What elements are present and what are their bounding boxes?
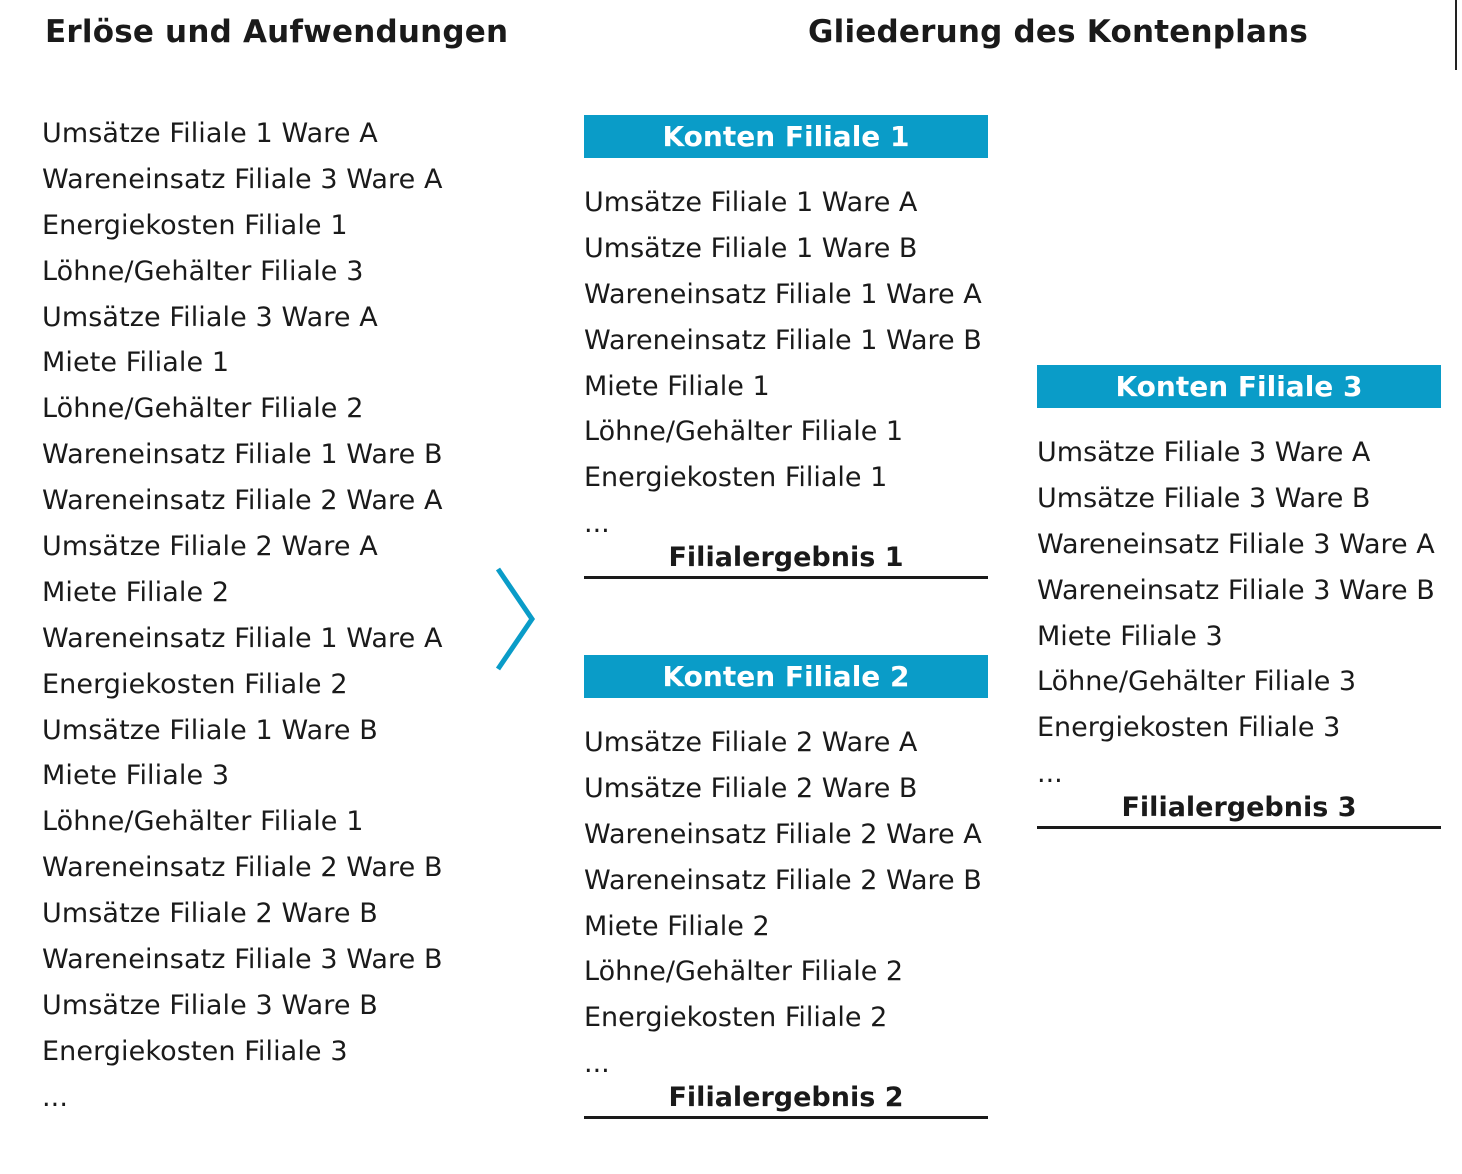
branch-3-accounts [1037,365,1441,829]
list-item: Wareneinsatz Filiale 1 Ware B [42,439,443,471]
list-item: Miete Filiale 3 [1037,620,1223,652]
list-item: Wareneinsatz Filiale 2 Ware B [42,852,443,884]
right-heading: Gliederung des Kontenplans [808,14,1309,50]
list-item: Miete Filiale 2 [584,910,770,942]
list-item: Wareneinsatz Filiale 3 Ware B [42,944,443,976]
list-item: Umsätze Filiale 3 Ware B [1037,482,1371,514]
list-item: Energiekosten Filiale 1 [42,209,348,241]
list-item: Umsätze Filiale 1 Ware B [584,232,918,264]
list-item: Energiekosten Filiale 2 [42,668,348,700]
list-item: Energiekosten Filiale 3 [42,1035,348,1067]
list-item: Wareneinsatz Filiale 2 Ware A [42,485,443,517]
list-item: Energiekosten Filiale 3 [1037,712,1341,744]
list-item: Miete Filiale 1 [42,347,230,379]
list-item: Löhne/Gehälter Filiale 2 [584,956,904,988]
branch-1-title: Konten Filiale 1 [584,115,988,158]
list-item: Wareneinsatz Filiale 1 Ware A [584,278,982,310]
branch-2-title: Konten Filiale 2 [584,655,988,698]
list-item: Löhne/Gehälter Filiale 1 [42,806,364,838]
list-item: Energiekosten Filiale 1 [584,462,888,494]
edge-divider [1455,0,1457,70]
list-item: Umsätze Filiale 1 Ware A [42,118,378,149]
list-item: Wareneinsatz Filiale 3 Ware A [42,163,443,195]
list-item: Umsätze Filiale 1 Ware B [42,714,378,746]
branch-1-list [584,180,988,547]
branch-2-accounts [584,655,988,1119]
list-item-ellipsis: ... [1037,758,1063,790]
list-item: Miete Filiale 3 [42,760,230,792]
list-item-ellipsis: ... [584,1048,610,1080]
list-item: Umsätze Filiale 3 Ware B [42,989,378,1021]
branch-2-result: Filialergebnis 2 [584,1082,988,1119]
list-item: Wareneinsatz Filiale 2 Ware B [584,864,982,896]
branch-1-result: Filialergebnis 1 [584,542,988,579]
list-item: Miete Filiale 1 [584,370,770,402]
list-item: Umsätze Filiale 2 Ware A [584,727,918,758]
list-item: Löhne/Gehälter Filiale 3 [1037,666,1357,698]
list-item: Wareneinsatz Filiale 1 Ware A [42,622,443,654]
list-item: Umsätze Filiale 2 Ware A [42,531,378,563]
left-heading: Erlöse und Aufwendungen [45,14,509,50]
branch-2-list [584,720,988,1087]
list-item: Miete Filiale 2 [42,576,230,608]
unsorted-account-list [42,111,443,1121]
list-item: Umsätze Filiale 3 Ware A [1037,437,1371,468]
list-item: Wareneinsatz Filiale 1 Ware B [584,324,982,356]
list-item: Umsätze Filiale 2 Ware B [584,772,918,804]
list-item: Wareneinsatz Filiale 3 Ware A [1037,528,1435,560]
branch-3-title: Konten Filiale 3 [1037,365,1441,408]
branch-1-accounts [584,115,988,579]
chevron-right-icon [492,566,538,672]
list-item: Löhne/Gehälter Filiale 2 [42,393,364,425]
list-item: Energiekosten Filiale 2 [584,1002,888,1034]
list-item-ellipsis: ... [584,508,610,540]
list-item: Löhne/Gehälter Filiale 1 [584,416,904,448]
list-item: Umsätze Filiale 1 Ware A [584,187,918,218]
list-item: Löhne/Gehälter Filiale 3 [42,255,364,287]
branch-3-list [1037,430,1441,797]
list-item: Wareneinsatz Filiale 3 Ware B [1037,574,1435,606]
list-item-ellipsis: ... [42,1081,69,1113]
list-item: Wareneinsatz Filiale 2 Ware A [584,818,982,850]
list-item: Umsätze Filiale 2 Ware B [42,898,378,930]
branch-3-result: Filialergebnis 3 [1037,792,1441,829]
list-item: Umsätze Filiale 3 Ware A [42,301,378,333]
